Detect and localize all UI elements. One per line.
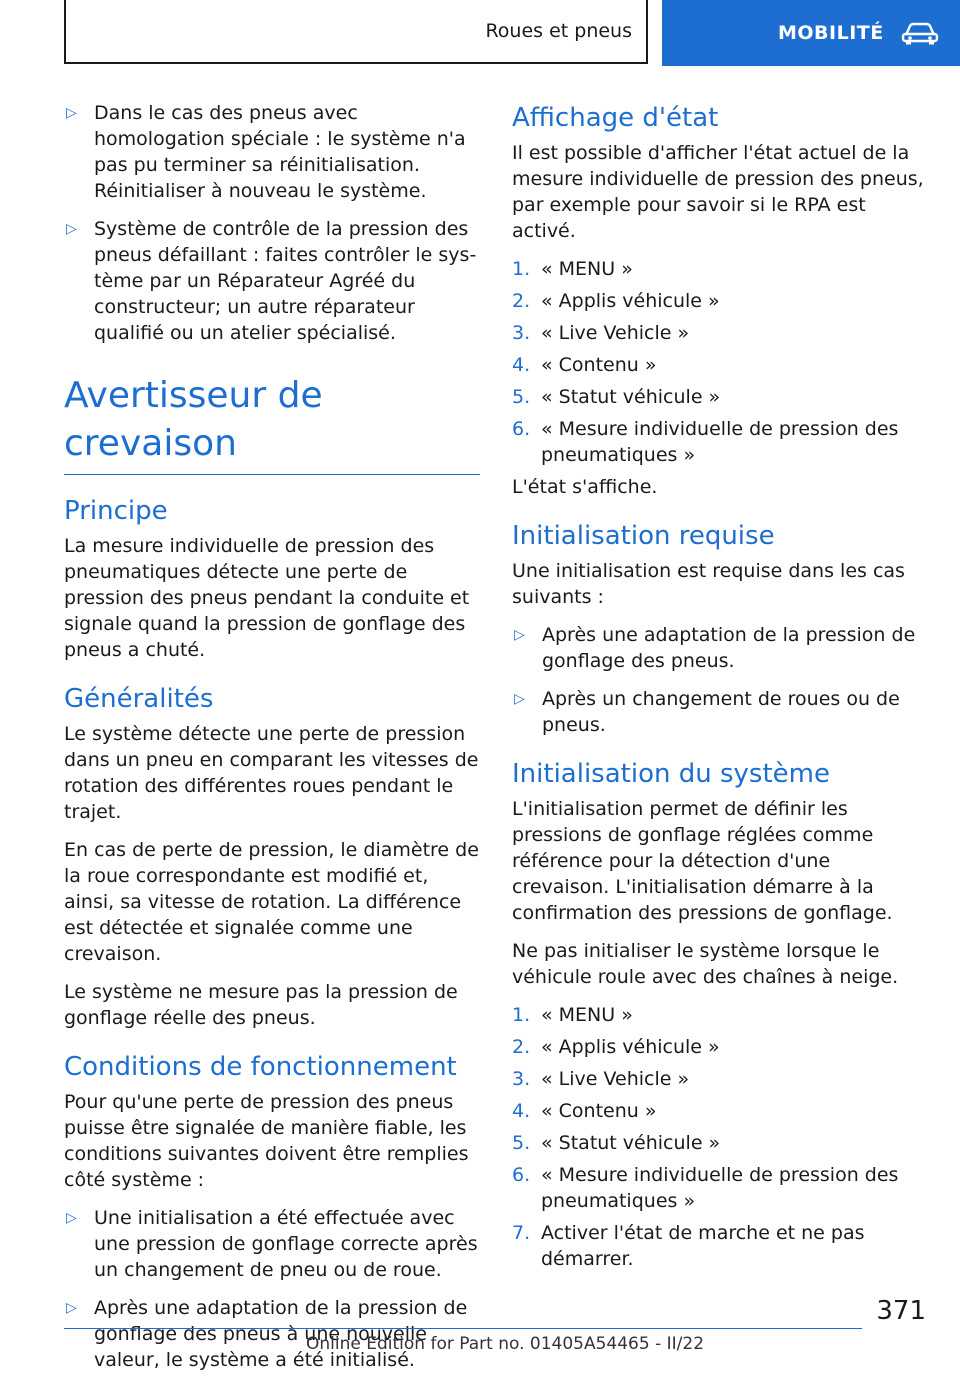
step-item (512, 352, 928, 378)
car-icon (900, 21, 940, 45)
bullet-text: Après un changement de roues ou de pneus. (542, 688, 900, 736)
step-number: 7. (512, 1222, 531, 1244)
section-heading-affichage: Affichage d'état (512, 103, 719, 133)
paragraph: Le système détecte une perte de pression dans un pneu en comparant les vitesses de rotation des différentes roues pendant le trajet. (64, 723, 479, 823)
step-text: Activer l'état de marche et ne pas démarrer. (541, 1222, 865, 1270)
list-item (64, 1205, 480, 1283)
step-item (512, 320, 928, 346)
page-title: Avertisseur de crevaison (64, 372, 480, 475)
step-item (512, 256, 928, 282)
step-text: « Contenu » (541, 1100, 657, 1122)
step-text: « Statut véhicule » (541, 1132, 721, 1154)
bullet-marker: ▷ (66, 1300, 77, 1316)
step-text: « Statut véhicule » (541, 386, 721, 408)
step-text: « Mesure individuelle de pression des pneumatiques » (541, 418, 899, 466)
right-column (512, 100, 928, 1278)
list-item (64, 100, 480, 204)
bullet-marker: ▷ (66, 1210, 77, 1226)
step-text: « Applis véhicule » (541, 290, 720, 312)
header-chapter-title: MOBILITÉ (778, 22, 884, 44)
step-number: 1. (512, 258, 531, 280)
bullet-marker: ▷ (514, 627, 525, 643)
list-item (512, 686, 928, 738)
step-item (512, 1162, 928, 1214)
paragraph: L'initialisation permet de définir les pressions de gonflage réglées comme référence pour la détection d'une crevaison. L'initialisation démarre à la confirmation des pressions de gonflage. (512, 798, 893, 924)
step-item (512, 384, 928, 410)
step-item (512, 1066, 928, 1092)
section-heading-generalites: Généralités (64, 684, 214, 714)
header-section-box (64, 0, 648, 64)
step-item (512, 288, 928, 314)
page-number: 371 (876, 1296, 926, 1326)
step-number: 6. (512, 1164, 531, 1186)
step-number: 4. (512, 1100, 531, 1122)
bullet-text: Après une adaptation de la pression de gonflage des pneus. (542, 624, 916, 672)
step-number: 5. (512, 1132, 531, 1154)
paragraph: La mesure individuelle de pression des pneumatiques détecte une perte de pression des pneus pendant la conduite et signale quand la pression de gonflage des pneus a chuté. (64, 535, 470, 661)
section-heading-systeme: Initialisation du système (512, 759, 830, 789)
step-text: « Live Vehicle » (541, 322, 690, 344)
bullet-text: Dans le cas des pneus avec homologation spéciale : le système n'a pas pu terminer sa réinitialisation. Réinitialiser à nouveau le système. (94, 102, 466, 202)
step-item (512, 1002, 928, 1028)
paragraph: Ne pas initialiser le système lorsque le véhicule roule avec des chaînes à neige. (512, 940, 899, 988)
step-item (512, 416, 928, 468)
list-item (64, 216, 480, 346)
paragraph: En cas de perte de pression, le diamètre de la roue correspondante est modifié et, ainsi, sa vitesse de rotation. La différence est détectée et signalée comme une crevaison. (64, 839, 479, 965)
bullet-text: Système de contrôle de la pression des pneus défaillant : faites contrôler le système par un Réparateur Agréé du constructeur; un autre réparateur qualifié ou un atelier spécialisé. (94, 218, 477, 344)
paragraph: L'état s'affiche. (512, 476, 658, 498)
paragraph: Il est possible d'afficher l'état actuel de la mesure individuelle de pression des pneus, par exemple pour savoir si le RPA est activé. (512, 142, 924, 242)
left-column (64, 100, 480, 1385)
step-number: 3. (512, 322, 531, 344)
header-chapter-tab (662, 0, 960, 66)
step-number: 3. (512, 1068, 531, 1090)
bullet-marker: ▷ (66, 221, 77, 237)
paragraph: Le système ne mesure pas la pression de gonflage réelle des pneus. (64, 981, 458, 1029)
bullet-text: Une initialisation a été effectuée avec une pression de gonflage correcte après un changement de pneu ou de roue. (94, 1207, 478, 1281)
paragraph: Une initialisation est requise dans les cas suivants : (512, 560, 905, 608)
section-heading-requise: Initialisation requise (512, 521, 775, 551)
bullet-marker: ▷ (66, 105, 77, 121)
step-number: 1. (512, 1004, 531, 1026)
step-item (512, 1034, 928, 1060)
step-number: 2. (512, 290, 531, 312)
footer-divider (64, 1328, 862, 1329)
step-text: « MENU » (541, 258, 633, 280)
list-item (512, 622, 928, 674)
step-text: « Contenu » (541, 354, 657, 376)
bullet-marker: ▷ (514, 691, 525, 707)
step-text: « Applis véhicule » (541, 1036, 720, 1058)
step-item (512, 1130, 928, 1156)
step-text: « Mesure individuelle de pression des pneumatiques » (541, 1164, 899, 1212)
step-number: 2. (512, 1036, 531, 1058)
step-number: 6. (512, 418, 531, 440)
section-heading-principe: Principe (64, 496, 168, 526)
step-text: « MENU » (541, 1004, 633, 1026)
step-text: « Live Vehicle » (541, 1068, 690, 1090)
step-number: 4. (512, 354, 531, 376)
step-number: 5. (512, 386, 531, 408)
bullet-text: Après une adaptation de la pression de gonflage des pneus à une nouvelle valeur, le système a été initialisé. (94, 1297, 468, 1371)
footer-edition: Online Edition for Part no. 01405A54465 - II/22 (306, 1334, 705, 1354)
step-item (512, 1220, 928, 1272)
paragraph: Pour qu'une perte de pression des pneus puisse être signalée de manière fiable, les conditions suivantes doivent être remplies côté système : (64, 1091, 469, 1191)
step-item (512, 1098, 928, 1124)
section-heading-conditions: Conditions de fonctionnement (64, 1052, 457, 1082)
header-section-title: Roues et pneus (485, 20, 632, 42)
